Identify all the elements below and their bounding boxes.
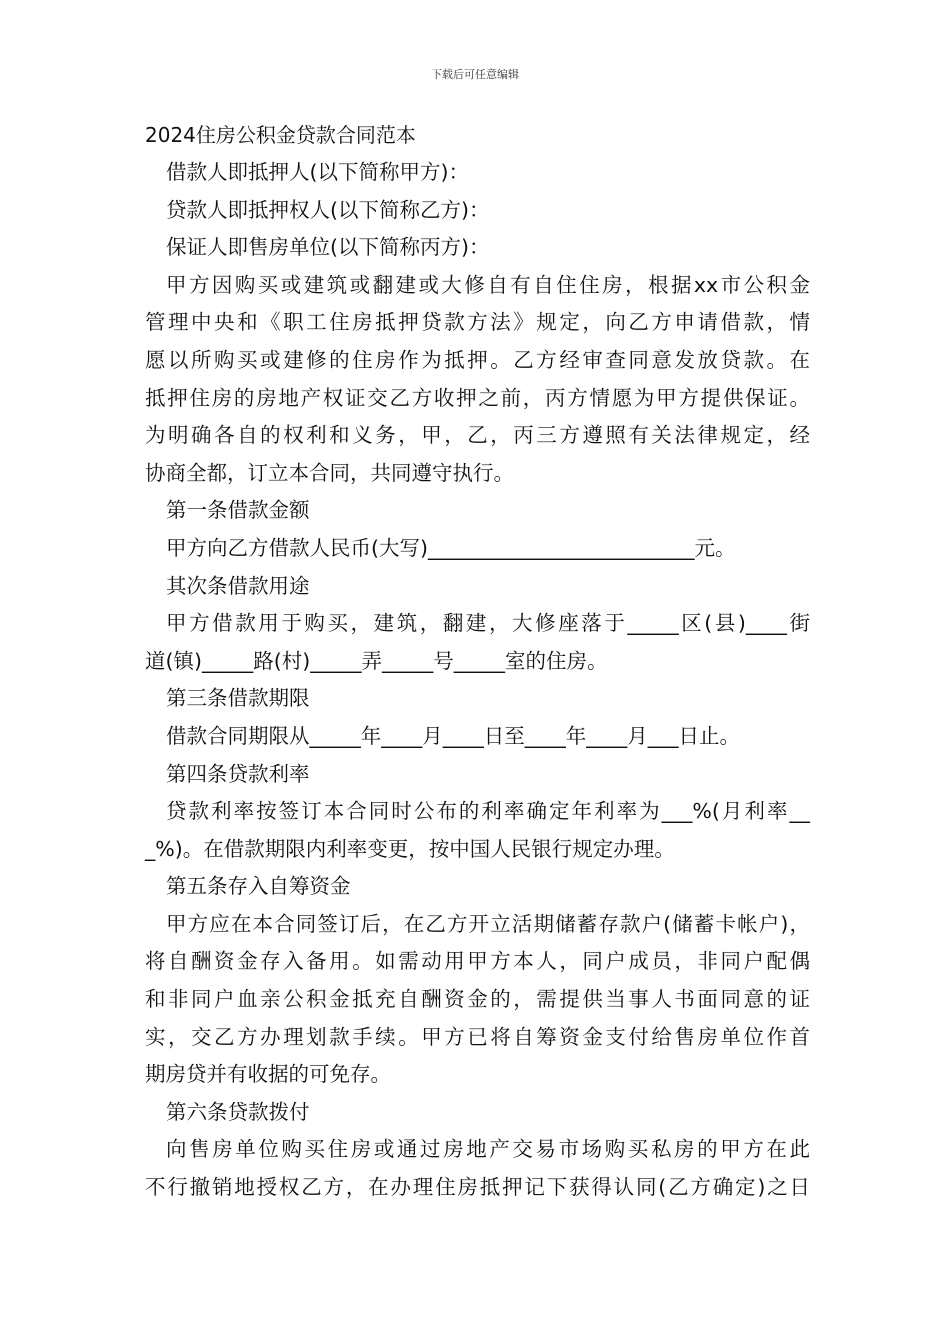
article2-paragraph [145, 605, 810, 680]
article5-line: 和非同户血亲公积金抵充自酬资金的，需提供当事人书面同意的证 [145, 987, 810, 1012]
party-guarantor: 保证人即售房单位(以下简称丙方)： [166, 235, 490, 260]
article6-line: 向售房单位购买住房或通过房地产交易市场购买私房的甲方在此 [166, 1137, 810, 1162]
article4-heading: 第四条贷款利率 [166, 761, 310, 786]
article4-line: _%)。在借款期限内利率变更，按中国人民银行规定办理。 [145, 836, 675, 861]
article6-line: 不行撤销地授权乙方，在办理住房抵押记下获得认同(乙方确定)之日 [145, 1175, 810, 1200]
intro-line: 为明确各自的权利和义务，甲，乙，丙三方遵照有关法律规定，经 [145, 423, 810, 448]
intro-line: 管理中央和《职工住房抵押贷款方法》规定，向乙方申请借款，情 [145, 310, 810, 335]
intro-line: 抵押住房的房地产权证交乙方收押之前，丙方情愿为甲方提供保证。 [145, 385, 810, 410]
document-title: 2024住房公积金贷款合同范本 [145, 123, 416, 147]
party-lender: 贷款人即抵押权人(以下简称乙方)： [166, 197, 490, 222]
intro-line: 协商全都，订立本合同，共同遵守执行。 [145, 460, 514, 485]
page-header-note: 下载后可任意编辑 [431, 68, 519, 81]
article6-heading: 第六条贷款拨付 [166, 1099, 310, 1124]
article5-line: 将自酬资金存入备用。如需动用甲方本人，同户成员，非同户配偶 [145, 949, 810, 974]
article2-line: 甲方借款用于购买，建筑，翻建，大修座落于_____区(县)____街 [166, 611, 810, 636]
article5-heading: 第五条存入自筹资金 [166, 874, 351, 899]
intro-line: 甲方因购买或建筑或翻建或大修自有自住住房，根据xx市公积金 [166, 272, 810, 297]
article5-paragraph [145, 906, 810, 1094]
article1-heading: 第一条借款金额 [166, 498, 310, 523]
article2-line: 道(镇)_____路(村)_____弄_____号_____室的住房。 [145, 648, 608, 673]
article5-line: 期房贷并有收据的可免存。 [145, 1062, 391, 1087]
intro-line: 愿以所购买或建修的住房作为抵押。乙方经审查同意发放贷款。在 [145, 347, 810, 372]
article2-heading: 其次条借款用途 [166, 573, 310, 598]
article5-line: 甲方应在本合同签订后，在乙方开立活期储蓄存款户(储蓄卡帐户)， [166, 911, 810, 936]
article5-line: 实，交乙方办理划款手续。甲方已将自筹资金支付给售房单位作首 [145, 1024, 810, 1049]
article3-heading: 第三条借款期限 [166, 686, 310, 711]
party-borrower: 借款人即抵押人(以下简称甲方)： [166, 160, 469, 184]
article4-paragraph [145, 793, 810, 868]
article4-line: 贷款利率按签订本合同时公布的利率确定年利率为___%(月利率__ [166, 799, 810, 824]
article1-text: 甲方向乙方借款人民币(大写)__________________________元。 [166, 535, 736, 560]
article3-text: 借款合同期限从_____年____月____日至____年____月___日止。 [166, 723, 740, 748]
document-body [145, 120, 810, 1207]
intro-paragraph [145, 267, 810, 493]
article6-paragraph [145, 1131, 810, 1206]
